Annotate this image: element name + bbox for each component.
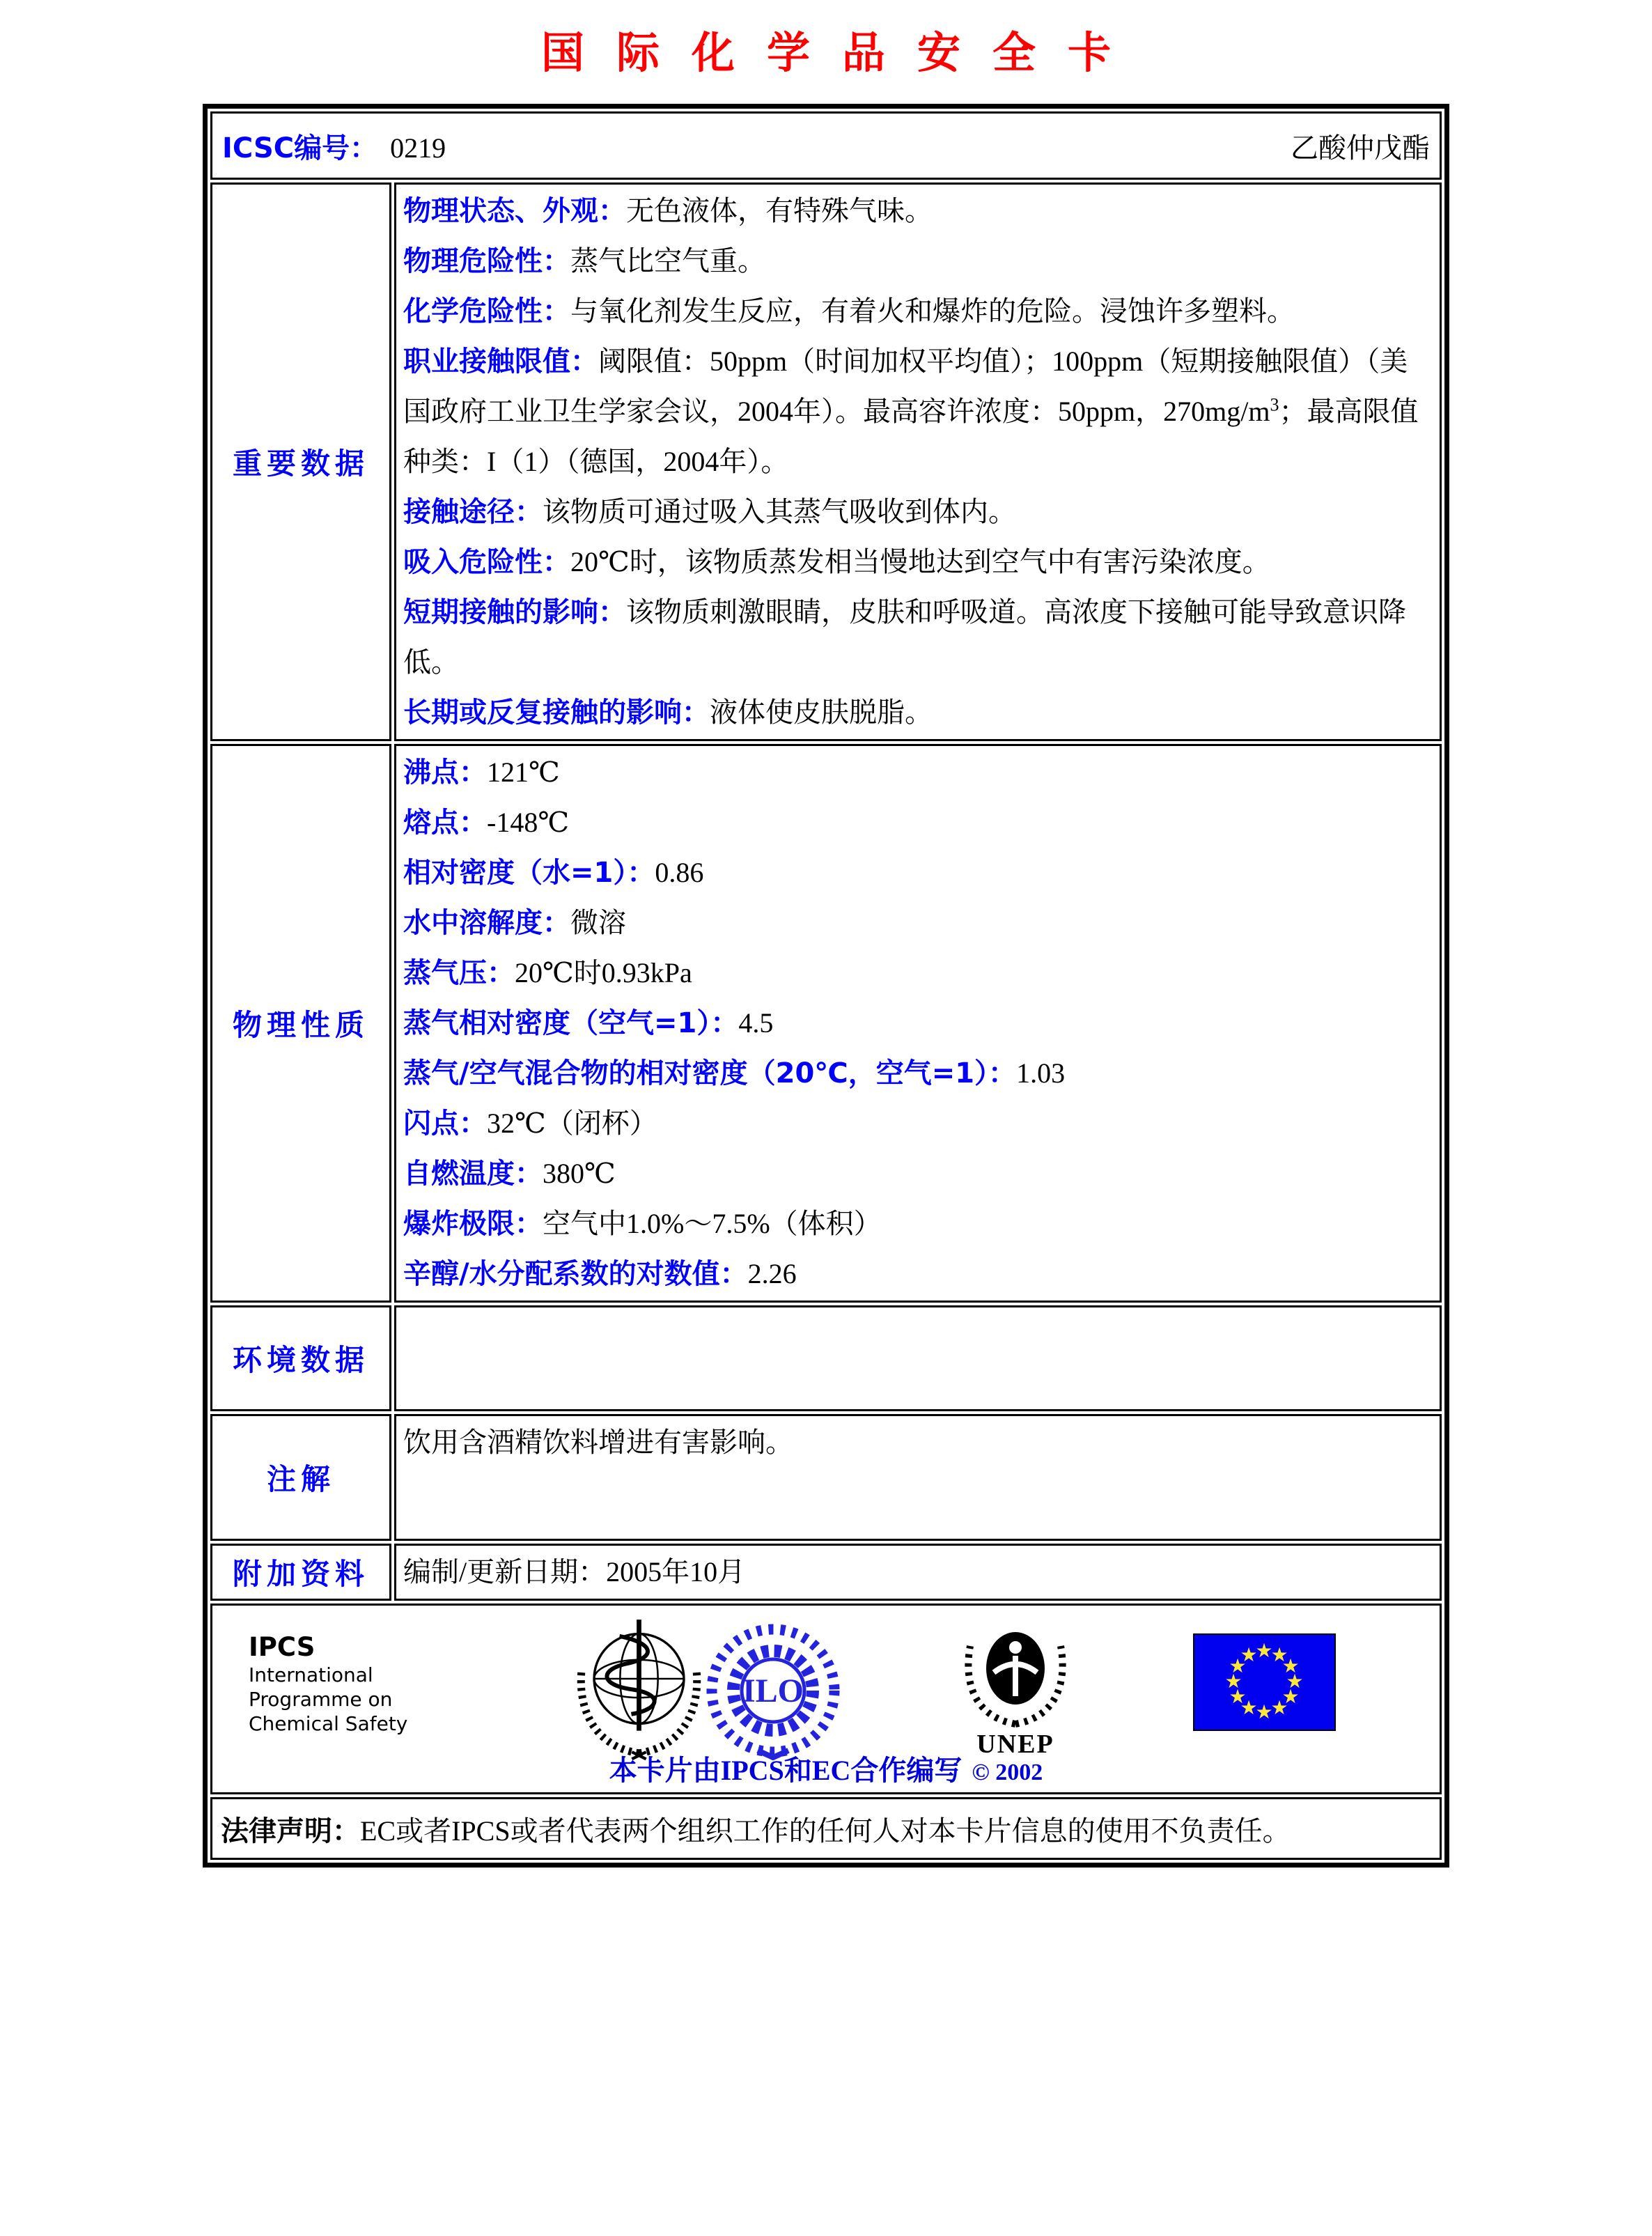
logos-row [210, 1604, 1442, 1794]
svg-text:★: ★ [1286, 1670, 1304, 1693]
header-row [210, 111, 1442, 180]
page-title: 国际化学品安全卡 [540, 27, 1143, 78]
property-label: 水中溶解度： [403, 907, 570, 939]
property-label: 接触途径： [403, 496, 543, 528]
property-row [403, 1149, 1433, 1199]
header-cell [210, 111, 1442, 180]
property-row [403, 286, 1433, 336]
property-row [403, 798, 1433, 848]
property-value: 1.03 [1016, 1057, 1066, 1089]
property-row [403, 1098, 1433, 1149]
svg-text:★: ★ [1281, 1654, 1300, 1677]
property-label: 吸入危险性： [403, 546, 570, 578]
property-label: 熔点： [403, 807, 487, 839]
property-value: 空气中1.0%～7.5%（体积） [543, 1208, 882, 1239]
property-row [403, 336, 1433, 487]
property-value: 32℃（闭杯） [487, 1108, 657, 1139]
svg-text:★: ★ [1255, 1639, 1273, 1662]
property-row [403, 186, 1433, 236]
property-row [403, 1249, 1433, 1299]
icsc-number-group [222, 126, 446, 166]
additional-info-row [210, 1544, 1442, 1601]
property-label: 长期或反复接触的影响： [403, 697, 710, 729]
unep-logo-icon [949, 1618, 1082, 1760]
notes-content: 饮用含酒精饮料增进有害影响。 [394, 1414, 1442, 1541]
section-label-physical-properties: 物理性质 [210, 744, 391, 1303]
legal-cell [210, 1797, 1442, 1860]
svg-text:★: ★ [1270, 1643, 1288, 1666]
property-value: 该物质可通过吸入其蒸气吸收到体内。 [543, 496, 1016, 527]
property-value: 380℃ [543, 1158, 616, 1189]
icsc-number-value: 0219 [390, 132, 446, 164]
property-value: 121℃ [487, 756, 560, 788]
ipcs-acronym: IPCS [249, 1632, 315, 1662]
svg-text:★: ★ [1229, 1654, 1247, 1677]
property-label: 蒸气相对密度（空气=1）： [403, 1007, 739, 1039]
property-value: 阈限值：50ppm（时间加权平均值）；100ppm（短期接触限值）（美国政府工业卫生学家会议，2004年）。最高容许浓度：50ppm，270mg/m [403, 346, 1408, 427]
section-label-important-data: 重要数据 [210, 183, 391, 741]
copyright-text: © 2002 [972, 1760, 1043, 1785]
svg-text:★: ★ [1255, 1700, 1273, 1723]
property-row [403, 587, 1433, 688]
ipcs-subtitle-line: Chemical Safety [249, 1712, 408, 1735]
chemical-name: 乙酸仲戊酯 [1291, 132, 1430, 164]
svg-text:★: ★ [1270, 1696, 1288, 1719]
property-row [403, 236, 1433, 286]
property-label: 闪点： [403, 1108, 487, 1140]
svg-text:★: ★ [1240, 1643, 1258, 1666]
property-value: 0.86 [655, 857, 704, 888]
icsc-card-table [203, 104, 1449, 1868]
important-data-content [394, 183, 1442, 741]
svg-text:★: ★ [1229, 1685, 1247, 1708]
property-value: 微溶 [570, 907, 626, 938]
physical-properties-content [394, 744, 1442, 1303]
environment-data-row [210, 1305, 1442, 1411]
ipcs-wordmark [249, 1632, 407, 1736]
property-row [403, 1199, 1433, 1249]
property-label: 职业接触限值： [403, 346, 598, 378]
property-row [403, 747, 1433, 798]
property-label: 沸点： [403, 756, 487, 789]
legal-label: 法律声明： [221, 1815, 360, 1847]
property-value: -148℃ [487, 807, 570, 838]
property-label: 物理状态、外观： [403, 195, 626, 227]
property-row [403, 537, 1433, 587]
property-label: 化学危险性： [403, 295, 570, 327]
legal-row [210, 1797, 1442, 1860]
credit-line [212, 1748, 1440, 1788]
property-row [403, 688, 1433, 738]
section-label-notes: 注解 [210, 1414, 391, 1541]
property-label: 蒸气压： [403, 957, 515, 989]
property-row [403, 948, 1433, 998]
property-row [403, 848, 1433, 898]
environment-data-content [394, 1305, 1442, 1411]
credit-text: 本卡片由IPCS和EC合作编写 [609, 1755, 963, 1786]
property-value: 无色液体，有特殊气味。 [626, 195, 933, 226]
property-value: ；最高限值种类：I（1）（德国，2004年）。 [403, 396, 1419, 477]
who-logo-icon [561, 1613, 717, 1764]
property-label: 短期接触的影响： [403, 596, 626, 628]
property-label: 物理危险性： [403, 245, 570, 277]
property-label: 爆炸极限： [403, 1208, 543, 1240]
property-value: 与氧化剂发生反应，有着火和爆炸的危险。浸蚀许多塑料。 [570, 295, 1295, 327]
property-label: 自燃温度： [403, 1158, 543, 1190]
property-label: 相对密度（水=1）： [403, 857, 655, 889]
property-value: 4.5 [738, 1007, 774, 1039]
svg-text:★: ★ [1281, 1685, 1300, 1708]
property-row [403, 1048, 1433, 1098]
property-label: 蒸气/空气混合物的相对密度（20℃，空气=1）： [403, 1057, 1017, 1089]
property-value: 液体使皮肤脱脂。 [710, 697, 933, 728]
superscript-3: 3 [1270, 394, 1279, 415]
ipcs-subtitle-line: International [249, 1663, 373, 1686]
ilo-letters: ILO [742, 1672, 804, 1709]
property-row [403, 487, 1433, 537]
eu-flag-icon [1193, 1633, 1336, 1734]
property-row [403, 998, 1433, 1048]
property-row [403, 898, 1433, 948]
property-value: 该物质刺激眼睛，皮肤和呼吸道。高浓度下接触可能导致意识降低。 [403, 596, 1406, 678]
additional-info-content: 编制/更新日期：2005年10月 [394, 1544, 1442, 1601]
property-value: 20℃时，该物质蒸发相当慢地达到空气中有害污染浓度。 [570, 546, 1270, 577]
ilo-logo-icon [703, 1621, 843, 1764]
logos-cell [210, 1604, 1442, 1794]
section-label-additional-info: 附加资料 [210, 1544, 391, 1601]
ipcs-subtitle-line: Programme on [249, 1688, 393, 1711]
notes-row [210, 1414, 1442, 1541]
physical-properties-row [210, 744, 1442, 1303]
property-value: 2.26 [747, 1258, 797, 1289]
unep-label: UNEP [976, 1730, 1054, 1759]
property-value: 20℃时0.93kPa [515, 957, 692, 988]
icsc-number-label: ICSC编号： [222, 132, 378, 164]
svg-text:★: ★ [1240, 1696, 1258, 1719]
important-data-row [210, 183, 1442, 741]
legal-text: EC或者IPCS或者代表两个组织工作的任何人对本卡片信息的使用不负责任。 [360, 1815, 1291, 1847]
property-label: 辛醇/水分配系数的对数值： [403, 1258, 748, 1290]
property-value: 蒸气比空气重。 [570, 245, 765, 277]
section-label-environment-data: 环境数据 [210, 1305, 391, 1411]
svg-text:★: ★ [1224, 1670, 1242, 1693]
